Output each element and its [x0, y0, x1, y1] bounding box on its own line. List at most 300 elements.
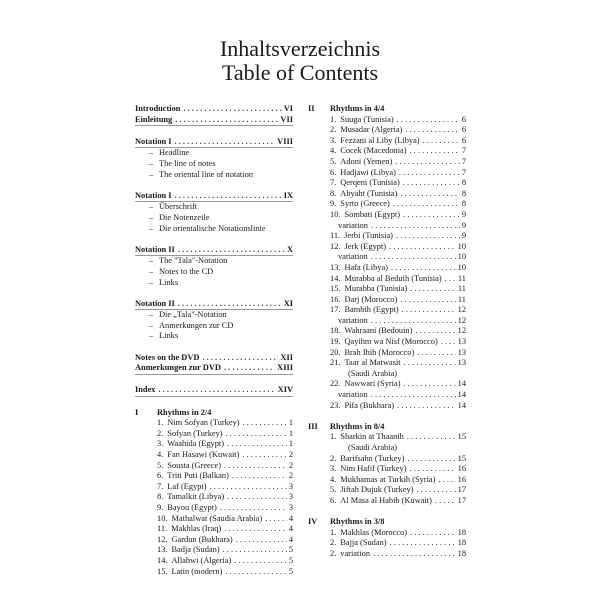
item-title: Qerqeni (Tunisia) — [340, 178, 400, 188]
toc-item[interactable] — [308, 231, 466, 242]
page-number: 1 — [288, 439, 293, 449]
dot-leader — [397, 115, 460, 126]
item-number: 13. — [330, 262, 341, 272]
dot-leader — [399, 168, 460, 179]
toc-left-column — [135, 104, 293, 577]
entry-title: Notation II — [135, 244, 175, 254]
dot-leader — [402, 305, 456, 316]
item-number: 6. — [330, 167, 337, 177]
subentry-title: Links — [159, 331, 179, 341]
page-number: 9 — [461, 220, 466, 230]
toc-item[interactable] — [135, 567, 293, 578]
item-title: Bambih (Egypt) — [344, 305, 399, 315]
toc-item[interactable] — [308, 496, 466, 507]
dot-leader — [438, 475, 455, 486]
toc-item[interactable] — [135, 461, 293, 472]
dot-leader — [242, 450, 286, 461]
page-number: VI — [283, 104, 293, 113]
item-title: Pifa (Bukhara) — [344, 400, 395, 410]
page-number: 16 — [457, 474, 466, 484]
toc-subentry[interactable] — [135, 256, 293, 267]
toc-entry-anmerkungen-dvd[interactable] — [135, 363, 293, 375]
page-number: 2 — [288, 450, 293, 459]
subentry-title: Die „Tala"-Notation — [159, 310, 227, 320]
entry-title: Einleitung — [135, 114, 173, 124]
item-number: 1. — [157, 418, 164, 428]
toc-subentry[interactable] — [135, 267, 293, 278]
dot-leader — [183, 104, 281, 115]
toc-item[interactable] — [135, 503, 293, 514]
item-title: Jerk (Egypt) — [344, 241, 387, 251]
dash: – — [149, 331, 154, 341]
page-number: 12 — [457, 305, 466, 315]
item-title: Jerbi (Tunisia) — [344, 231, 393, 241]
item-number: 17. — [330, 305, 341, 315]
item-number: 2. — [330, 538, 337, 548]
dot-leader — [405, 125, 459, 136]
item-title: Jiftah Dujuk (Turkey) — [340, 485, 414, 495]
item-number: 8. — [330, 188, 337, 198]
toc-item[interactable] — [308, 464, 466, 475]
page-number: 13 — [457, 347, 466, 357]
page-number: 8 — [461, 188, 466, 198]
page-number: 13 — [457, 358, 466, 368]
toc-item[interactable] — [308, 263, 466, 274]
dot-leader — [175, 191, 282, 202]
item-title: Murabba (Tunisia) — [344, 284, 408, 294]
item-title: Sombati (Egypt) — [344, 209, 401, 219]
page-number: 3 — [288, 481, 293, 491]
spacer — [135, 180, 293, 191]
subentry-title: Notes to the CD — [159, 266, 214, 276]
toc-item[interactable] — [135, 482, 293, 493]
page-number: VIII — [277, 136, 293, 146]
toc-item[interactable] — [308, 178, 466, 189]
toc-item[interactable] — [308, 274, 466, 285]
dot-leader — [243, 418, 287, 429]
dot-leader — [371, 316, 456, 327]
toc-entry-einleitung[interactable] — [135, 115, 293, 127]
toc-subentry[interactable] — [135, 321, 293, 332]
entry-title: Notation I — [135, 190, 172, 200]
toc-entry-notation[interactable] — [135, 299, 293, 311]
dot-leader — [265, 514, 287, 525]
toc-subentry[interactable] — [135, 202, 293, 213]
toc-item[interactable] — [135, 514, 293, 525]
toc-item[interactable] — [308, 337, 466, 348]
page-number: 15 — [457, 453, 466, 463]
page-number: 11 — [457, 284, 466, 294]
toc-item[interactable] — [308, 125, 466, 136]
dash: – — [149, 310, 154, 320]
toc-item[interactable] — [308, 432, 466, 443]
page-number: 17 — [457, 495, 466, 505]
item-number: 13. — [157, 545, 168, 555]
page-number: 10 — [457, 262, 466, 272]
toc-entry-notation[interactable] — [135, 137, 293, 149]
page-number: 1 — [288, 428, 293, 438]
dot-leader — [226, 429, 287, 440]
dot-leader — [417, 348, 455, 359]
dot-leader — [225, 567, 286, 578]
spacer — [135, 288, 293, 299]
dot-leader — [410, 528, 456, 539]
item-number: 15. — [157, 566, 168, 576]
toc-item[interactable] — [308, 348, 466, 359]
page-number: 7 — [461, 167, 466, 177]
dash: – — [149, 277, 154, 287]
section-heading-rhythms-3-8 — [308, 517, 466, 528]
page-number: 10 — [457, 241, 466, 251]
item-title: Gardun (Bukhara) — [171, 534, 233, 544]
page-number: 14 — [457, 379, 466, 389]
toc-item[interactable] — [308, 210, 466, 221]
spacer — [135, 342, 293, 353]
page-number: 7 — [461, 146, 466, 156]
page-number: 8 — [461, 178, 466, 188]
page-number: 5 — [288, 545, 293, 555]
item-title: Sharkin at Thaanih — [340, 432, 404, 442]
toc-item[interactable] — [135, 429, 293, 440]
toc-item[interactable] — [308, 284, 466, 295]
item-title: Makhlas (Morocco) — [340, 527, 408, 537]
entry-title: Notation II — [135, 298, 175, 308]
dot-leader — [234, 556, 287, 567]
toc-item[interactable] — [135, 450, 293, 461]
toc-subentry[interactable] — [135, 331, 293, 342]
subentry-title: Links — [159, 277, 179, 287]
entry-title: Notation I — [135, 136, 172, 146]
dot-leader — [220, 503, 287, 514]
item-number: 8. — [157, 492, 164, 502]
dot-leader — [400, 189, 459, 200]
item-title: Murabba al Beduih (Tunisia) — [344, 273, 442, 283]
item-number: 5. — [157, 460, 164, 470]
item-number: 4. — [157, 450, 164, 459]
item-number: 3. — [330, 464, 337, 474]
item-number: 2. — [330, 548, 337, 558]
page-number: 18 — [457, 527, 466, 537]
toc-item[interactable] — [308, 326, 466, 337]
page-number: 10 — [457, 252, 466, 262]
subentry-title: Die orientalische Notationslinie — [159, 223, 266, 233]
dot-leader — [416, 485, 455, 496]
item-title: Makhlas (Iraq) — [171, 524, 222, 534]
page-number: 4 — [288, 534, 293, 544]
toc-item[interactable] — [135, 556, 293, 567]
spacer — [308, 411, 466, 422]
dot-leader — [400, 295, 456, 306]
dot-leader — [410, 284, 456, 295]
item-number: 12. — [157, 534, 168, 544]
section-heading-rhythms-8-4 — [308, 422, 466, 433]
toc-item[interactable] — [308, 199, 466, 210]
toc-item[interactable] — [308, 358, 466, 369]
item-title: Al Masa al Habib (Kuwait) — [340, 495, 432, 505]
dash: – — [149, 158, 154, 168]
item-title: Nawwari (Syria) — [344, 379, 401, 389]
page-number: 17 — [457, 485, 466, 495]
spacer — [135, 397, 293, 408]
item-title: Adoni (Yemen) — [340, 156, 393, 166]
page-number: 4 — [288, 513, 293, 523]
item-title: Sousta (Greece) — [167, 460, 221, 470]
section-title: Rhythms in 8/4 — [330, 421, 385, 431]
toc-item[interactable] — [135, 492, 293, 503]
item-number: 5. — [330, 485, 337, 495]
item-title: Musadar (Algeria) — [340, 125, 403, 135]
dot-leader — [371, 390, 456, 401]
item-title: Hadjawi (Libya) — [340, 167, 396, 177]
item-title: (Saudi Arabia) — [348, 368, 398, 378]
dot-leader — [423, 136, 460, 147]
item-title: variation — [337, 315, 368, 325]
item-number: 1. — [330, 114, 337, 124]
page-title-english: Table of Contents — [221, 60, 379, 85]
item-number: 11. — [330, 231, 341, 241]
item-number: 12. — [330, 241, 341, 251]
page-number: 3 — [288, 502, 293, 512]
item-number: 2. — [157, 428, 164, 438]
toc-item[interactable] — [308, 485, 466, 496]
section-number: I — [135, 407, 139, 417]
toc-subentry[interactable] — [135, 278, 293, 289]
page-title-german: Inhaltsverzeichnis — [219, 36, 381, 61]
toc-item[interactable] — [308, 157, 466, 168]
item-title: Fezzani al Liby (Libya) — [340, 135, 420, 145]
toc-item[interactable] — [135, 535, 293, 546]
item-title: Mukhamas at Turkih (Syria) — [340, 474, 436, 484]
item-title: (Saudi Arabia) — [348, 443, 398, 452]
item-number: 21. — [330, 358, 341, 368]
dot-leader — [404, 379, 456, 390]
toc-item[interactable] — [308, 549, 466, 560]
toc-item[interactable] — [308, 390, 466, 401]
dot-leader — [410, 464, 456, 475]
toc-item[interactable] — [308, 369, 466, 380]
entry-title: Anmerkungen zur DVD — [135, 363, 221, 373]
toc-subentry[interactable] — [135, 310, 293, 321]
entry-title: Introduction — [135, 104, 181, 113]
dot-leader — [175, 137, 276, 148]
item-number: 7. — [157, 481, 164, 491]
item-title: Brah Ihih (Morocco) — [344, 347, 415, 357]
dot-leader — [396, 231, 460, 242]
toc-item[interactable] — [308, 136, 466, 147]
dot-leader — [445, 274, 456, 285]
subentry-title: The "Tala"-Notation — [159, 256, 228, 266]
toc-item[interactable] — [308, 242, 466, 253]
item-number: 3. — [330, 135, 337, 145]
item-number: 20. — [330, 347, 341, 357]
entry-title: Index — [135, 385, 156, 395]
item-title: variation — [340, 548, 371, 558]
entry-title: Notes on the DVD — [135, 352, 200, 362]
item-title: Laf (Egypt) — [167, 481, 207, 491]
toc-item[interactable] — [135, 418, 293, 429]
toc-item[interactable] — [308, 189, 466, 200]
subentry-title: Die Notenzeile — [159, 212, 210, 222]
dot-leader — [232, 471, 287, 482]
item-number: 2. — [330, 125, 337, 135]
item-number: 6. — [157, 471, 164, 481]
subentry-title: Überschrift — [159, 202, 198, 212]
item-number: 3. — [157, 439, 164, 449]
dot-leader — [441, 337, 456, 348]
toc-item[interactable] — [308, 252, 466, 263]
item-title: Badja (Sudan) — [171, 545, 220, 555]
toc-item[interactable] — [308, 454, 466, 465]
item-number: 1. — [330, 527, 337, 537]
item-title: Nim Hafif (Turkey) — [340, 464, 407, 474]
item-number: 23. — [330, 400, 341, 410]
page-number: IX — [283, 190, 293, 200]
dot-leader — [407, 454, 455, 465]
page-number: 7 — [461, 156, 466, 166]
page-number: 5 — [288, 555, 293, 565]
page-number: 8 — [461, 199, 466, 209]
dot-leader — [178, 299, 282, 310]
item-title: Waahida (Egypt) — [167, 439, 225, 449]
toc-item[interactable] — [135, 439, 293, 450]
spacer — [308, 507, 466, 518]
toc-entry-index[interactable] — [135, 385, 293, 397]
dash: – — [149, 266, 154, 276]
item-title: Fan Hasawi (Kuwait) — [167, 450, 240, 459]
item-title: variation — [337, 252, 368, 262]
item-title: Bajja (Sudan) — [340, 538, 387, 548]
dash: – — [149, 223, 154, 233]
item-number: 15. — [330, 284, 341, 294]
page-number: 5 — [288, 566, 293, 576]
item-title: Wahraani (Bedouin) — [344, 326, 413, 336]
item-number: 14. — [157, 555, 168, 565]
page-number: XIII — [277, 363, 293, 373]
toc-subentry[interactable] — [135, 224, 293, 235]
page-number: 18 — [457, 548, 466, 558]
dot-leader — [227, 439, 287, 450]
dot-leader — [391, 263, 456, 274]
toc-item[interactable] — [308, 401, 466, 412]
toc-item[interactable] — [308, 295, 466, 306]
page-number: 12 — [457, 326, 466, 336]
dot-leader — [397, 401, 456, 412]
page-number: 15 — [457, 432, 466, 442]
page-number: 1 — [288, 418, 293, 428]
dot-leader — [224, 363, 275, 374]
item-number: 18. — [330, 326, 341, 336]
toc-item[interactable] — [308, 475, 466, 486]
dot-leader — [435, 496, 456, 507]
subentry-title: The oriental line of notation — [159, 169, 253, 179]
item-number: 5. — [330, 156, 337, 166]
item-number: 9. — [157, 502, 164, 512]
page-number: 11 — [457, 294, 466, 304]
toc-entry-notes-dvd[interactable] — [135, 353, 293, 364]
dash: – — [149, 256, 154, 266]
toc-item[interactable] — [308, 305, 466, 316]
spacer — [135, 234, 293, 245]
toc-subentry[interactable] — [135, 213, 293, 224]
toc-item[interactable] — [308, 316, 466, 327]
item-number: 11. — [157, 524, 168, 534]
item-title: variation — [337, 390, 368, 400]
item-number: 9. — [330, 199, 337, 209]
toc-item[interactable] — [135, 545, 293, 556]
toc-item[interactable] — [135, 524, 293, 535]
toc-item[interactable] — [308, 528, 466, 539]
page-number: 6 — [461, 135, 466, 145]
toc-subentry[interactable] — [135, 148, 293, 159]
item-number: 1. — [330, 432, 337, 442]
toc-item[interactable] — [308, 115, 466, 126]
dot-leader — [223, 545, 287, 556]
toc-right-column — [308, 104, 466, 560]
toc-entry-notation[interactable] — [135, 191, 293, 203]
page-number: 9 — [461, 231, 466, 241]
toc-subentry[interactable] — [135, 170, 293, 181]
page-number: 2 — [288, 460, 293, 470]
section-heading-rhythms-2-4 — [135, 408, 293, 419]
toc-item[interactable] — [308, 443, 466, 454]
item-title: Allahwi (Algeria) — [171, 555, 232, 565]
item-title: Taar al Matwasit — [344, 358, 401, 368]
page-number: X — [286, 244, 293, 254]
toc-item[interactable] — [308, 146, 466, 157]
item-title: Triti Puti (Balkan) — [167, 471, 229, 481]
toc-subentry[interactable] — [135, 159, 293, 170]
dot-leader — [202, 353, 278, 364]
item-title: Latin (modern) — [171, 566, 223, 576]
section-title: Rhythms in 4/4 — [330, 104, 385, 113]
item-title: Bayou (Egypt) — [167, 502, 217, 512]
section-title: Rhythms in 3/8 — [330, 517, 385, 527]
page-number: 14 — [457, 400, 466, 410]
item-title: Tamalkit (Libya) — [167, 492, 225, 502]
toc-entry-notation[interactable] — [135, 245, 293, 257]
toc-item[interactable] — [308, 221, 466, 232]
toc-item[interactable] — [308, 538, 466, 549]
spacer — [135, 375, 293, 386]
toc-entry-introduction[interactable] — [135, 104, 293, 115]
page-number: 14 — [457, 390, 466, 400]
page-number: 18 — [457, 538, 466, 548]
section-number: II — [308, 104, 315, 113]
dash: – — [149, 212, 154, 222]
toc-item[interactable] — [308, 379, 466, 390]
dot-leader — [390, 538, 456, 549]
toc-item[interactable] — [308, 168, 466, 179]
dash: – — [149, 202, 154, 212]
section-number: III — [308, 421, 318, 431]
item-number: 14. — [330, 273, 341, 283]
page-number: 6 — [461, 114, 466, 124]
subentry-title: The line of notes — [159, 158, 216, 168]
dot-leader — [236, 535, 287, 546]
dot-leader — [373, 549, 456, 560]
dot-leader — [389, 242, 456, 253]
item-number: 10. — [330, 209, 341, 219]
item-number: 4. — [330, 146, 337, 156]
item-number: 6. — [330, 495, 337, 505]
subentry-title: Headline — [159, 148, 190, 158]
section-number: IV — [308, 517, 318, 527]
item-title: Qayihm wa Nisf (Morocco) — [344, 337, 438, 347]
section-heading-rhythms-4-4 — [308, 104, 466, 115]
item-title: Barifsahn (Turkey) — [340, 453, 405, 463]
toc-item[interactable] — [135, 471, 293, 482]
item-title: Darj (Morocco) — [344, 294, 398, 304]
